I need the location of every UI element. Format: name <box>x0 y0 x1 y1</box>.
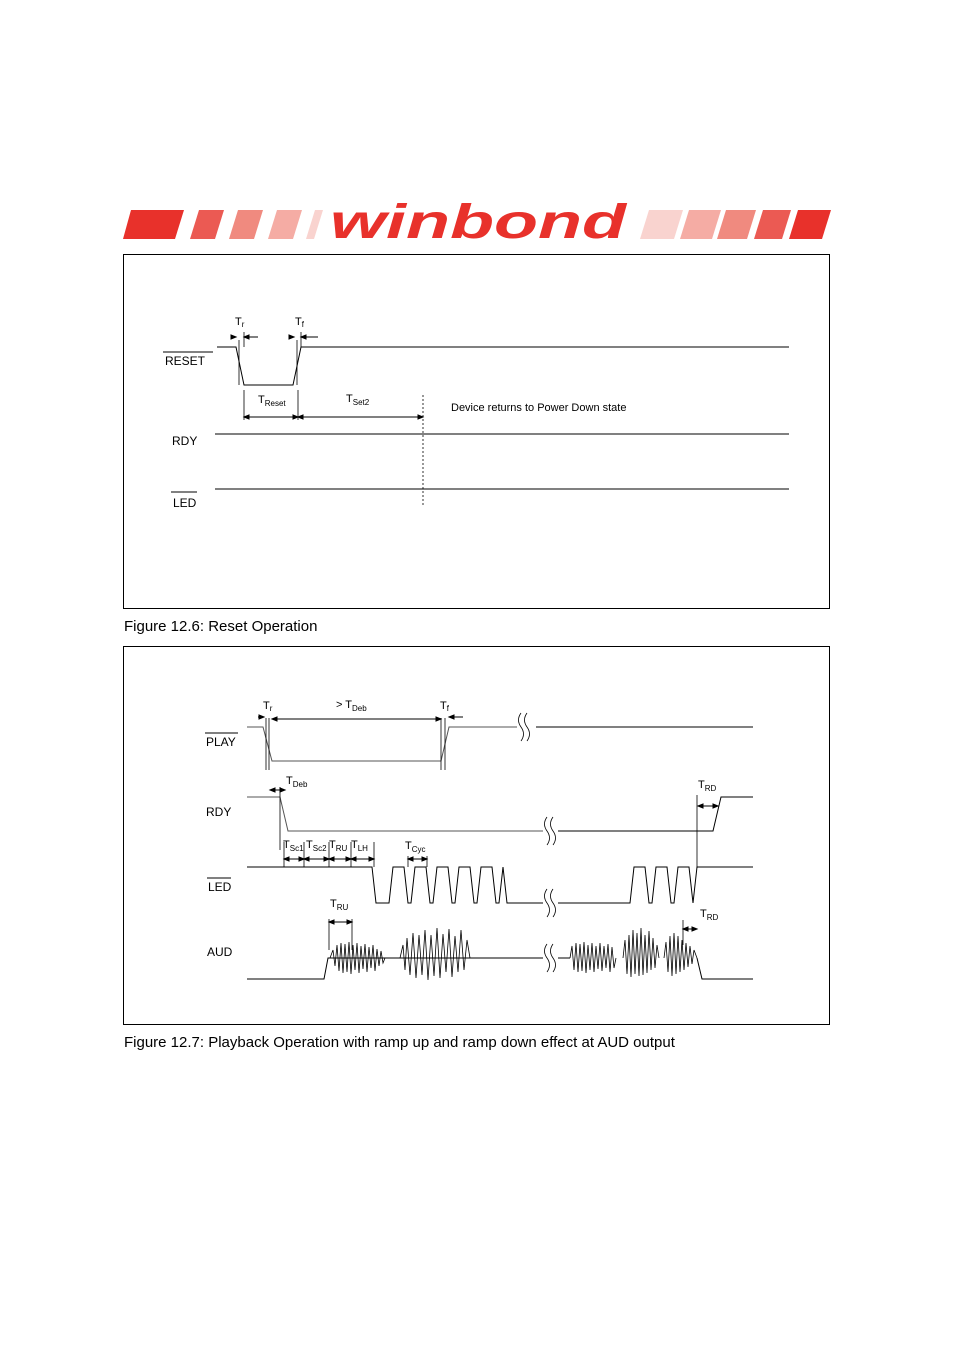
timing-trd-label-2: $T_{RD}$ <box>700 908 719 922</box>
figure-caption-12-6: Figure 12.6: Reset Operation <box>124 618 318 635</box>
signal-label-led-2: LED <box>208 880 232 894</box>
reset-timing-diagram <box>123 254 830 609</box>
aud-burst-2 <box>400 928 470 980</box>
brand-wordmark: winbond <box>330 198 629 242</box>
timing-tsc1-label: $T_{Sc1}$ <box>283 839 304 853</box>
timing-tdeb-label: $T_{Deb}$ <box>286 775 308 789</box>
winbond-logo <box>123 198 833 242</box>
playback-timing-diagram <box>123 646 830 1025</box>
signal-label-reset: RESET <box>165 354 206 368</box>
timing-trd-label-1: $T_{RD}$ <box>698 779 717 793</box>
timing-tru-label-1: $T_{RU}$ <box>329 839 348 853</box>
aud-burst-3 <box>570 942 616 973</box>
timing-tsc2-label: $T_{Sc2}$ <box>306 839 327 853</box>
led-waveform-2 <box>247 867 543 903</box>
signal-label-play: PLAY <box>206 735 236 749</box>
playback-timing-svg <box>124 647 829 1024</box>
play-waveform <box>247 727 517 761</box>
reset-waveform <box>217 347 789 385</box>
timing-tlh-label: $T_{LH}$ <box>351 839 368 853</box>
logo-stripes-right <box>640 210 831 239</box>
aud-ramp-down-burst <box>664 933 697 976</box>
timing-treset-label: $T_{Reset}$ <box>258 394 286 408</box>
aud-burst-4 <box>623 928 659 977</box>
rdy-waveform-2 <box>247 797 543 831</box>
logo-stripes-left <box>123 210 323 239</box>
figure-caption-12-7: Figure 12.7: Playback Operation with ramp up and ramp down effect at AUD output <box>124 1034 675 1051</box>
timing-tf-label-2: Tf <box>440 700 449 713</box>
signal-label-rdy-2: RDY <box>206 805 232 819</box>
timing-tr-label-2: Tr <box>263 700 273 713</box>
signal-label-aud: AUD <box>207 945 233 959</box>
timing-tset2-label: $T_{Set2}$ <box>346 393 370 407</box>
timing-tdeb-min-label: > $T_{Deb}$ <box>336 699 367 713</box>
signal-label-led: LED <box>173 496 197 510</box>
timing-tru-label-2: $T_{RU}$ <box>330 898 349 912</box>
reset-timing-svg <box>124 255 829 608</box>
signal-label-rdy: RDY <box>172 434 198 448</box>
timing-tcyc-label: $T_{Cyc}$ <box>405 840 426 854</box>
timing-tr-label: Tr <box>235 316 245 329</box>
power-down-note: Device returns to Power Down state <box>451 402 627 414</box>
timing-tf-label: Tf <box>295 316 304 329</box>
